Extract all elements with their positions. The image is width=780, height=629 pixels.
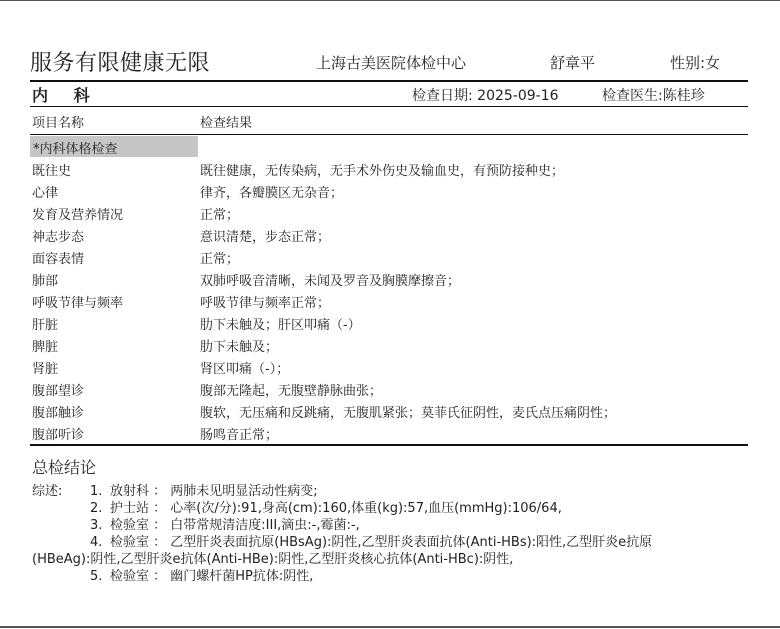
- table-row: [30, 377, 748, 399]
- summary-item: [90, 517, 750, 534]
- section-header: [30, 136, 198, 157]
- summary-item-number: 4.: [90, 535, 103, 550]
- item-name: 肾脏: [32, 362, 59, 377]
- item-result: 双肺呼吸音清晰，未闻及罗音及胸膜摩擦音；: [200, 274, 461, 289]
- summary-item-text: 放射科 ： 两肺未见明显活动性病变;: [110, 484, 318, 499]
- table-row: [30, 179, 748, 201]
- exam-table: [30, 157, 748, 443]
- item-result: 呼吸节律与频率正常；: [200, 296, 331, 311]
- table-row: [30, 157, 748, 179]
- item-name: 呼吸节律与频率: [32, 296, 124, 311]
- dept-rule: [30, 106, 748, 107]
- summary-item-text: 检验室 ： 乙型肝炎表面抗原(HBsAg):阴性,乙型肝炎表面抗体(Anti-HBs):阳性,乙型肝炎e抗原: [110, 535, 653, 550]
- top-border: [0, 0, 780, 1]
- table-bottom-rule: [30, 444, 748, 446]
- summary-item: [90, 534, 750, 551]
- item-name: 肝脏: [32, 318, 59, 333]
- item-result: 肋下未触及；肝区叩痛（-）: [200, 318, 361, 333]
- item-name: 神志步态: [32, 230, 85, 245]
- item-result: 既往健康，无传染病，无手术外伤史及输血史，有预防接种史；: [200, 164, 565, 179]
- item-result: 肠鸣音正常；: [200, 428, 279, 443]
- item-result: 正常；: [200, 208, 240, 223]
- item-result: 腹软，无压痛和反跳痛，无腹肌紧张；莫菲氏征阴性，麦氏点压痛阴性；: [200, 406, 617, 421]
- item-name: 腹部触诊: [32, 406, 85, 421]
- table-row: [30, 311, 748, 333]
- item-name: 既往史: [32, 164, 72, 179]
- column-rule: [30, 134, 748, 135]
- summary-item-text: (HBeAg):阴性,乙型肝炎e抗体(Anti-HBe):阴性,乙型肝炎核心抗体(Anti-HBc):阴性,: [32, 552, 514, 567]
- table-row: [30, 355, 748, 377]
- exam-date: 检查日期: 2025-09-16: [412, 88, 559, 104]
- item-name: 面容表情: [32, 252, 85, 267]
- item-result: 律齐，各瓣膜区无杂音；: [200, 186, 344, 201]
- summary-item: [90, 500, 750, 517]
- item-result: 肾区叩痛（-）；: [200, 362, 290, 377]
- department-row: [30, 83, 748, 105]
- item-name: 脾脏: [32, 340, 59, 355]
- table-row: [30, 399, 748, 421]
- summary-item-text: 检验室 ： 白带常规清洁度:III,滴虫:-,霉菌:-,: [110, 518, 360, 533]
- item-result: 正常；: [200, 252, 240, 267]
- item-name: 发育及营养情况: [32, 208, 124, 223]
- summary-item-text: 检验室 ： 幽门螺杆菌HP抗体:阴性,: [110, 569, 314, 584]
- section-label: *内科体格检查: [33, 142, 118, 157]
- hospital-name: 上海古美医院体检中心: [316, 54, 467, 72]
- report-header: [30, 44, 748, 78]
- table-row: [30, 289, 748, 311]
- item-name: 腹部望诊: [32, 384, 85, 399]
- summary-label: 综述:: [32, 484, 63, 499]
- header-rule: [30, 80, 748, 82]
- bottom-border: [0, 626, 780, 628]
- summary-item-continuation: [32, 551, 750, 568]
- item-name: 腹部听诊: [32, 428, 85, 443]
- exam-doctor: 检查医生:陈桂珍: [602, 88, 705, 104]
- item-name: 心律: [32, 186, 59, 201]
- summary-item-number: 1.: [90, 484, 103, 499]
- table-row: [30, 421, 748, 443]
- item-result: 意识清楚，步态正常；: [200, 230, 331, 245]
- summary-item: [90, 568, 750, 585]
- item-name: 肺部: [32, 274, 59, 289]
- column-header-item: 项目名称: [32, 116, 85, 131]
- item-result: 腹部无隆起，无腹壁静脉曲张；: [200, 384, 383, 399]
- table-row: [30, 333, 748, 355]
- table-row: [30, 245, 748, 267]
- summary-item-number: 3.: [90, 518, 103, 533]
- summary-item-number: 2.: [90, 501, 103, 516]
- summary-item: [90, 483, 750, 500]
- table-row: [30, 223, 748, 245]
- summary-item-text: 护士站 ： 心率(次/分):91,身高(cm):160,体重(kg):57,血压(mmHg):106/64,: [110, 501, 562, 516]
- column-header-result: 检查结果: [200, 116, 253, 131]
- item-result: 肋下未触及；: [200, 340, 279, 355]
- summary-item-number: 5.: [90, 569, 103, 584]
- table-row: [30, 201, 748, 223]
- slogan: 服务有限健康无限: [30, 51, 211, 76]
- department-name: 内 科: [32, 86, 100, 105]
- summary-title: 总检结论: [32, 458, 97, 477]
- table-row: [30, 267, 748, 289]
- patient-gender: 性别:女: [670, 54, 721, 72]
- patient-name: 舒章平: [550, 54, 596, 72]
